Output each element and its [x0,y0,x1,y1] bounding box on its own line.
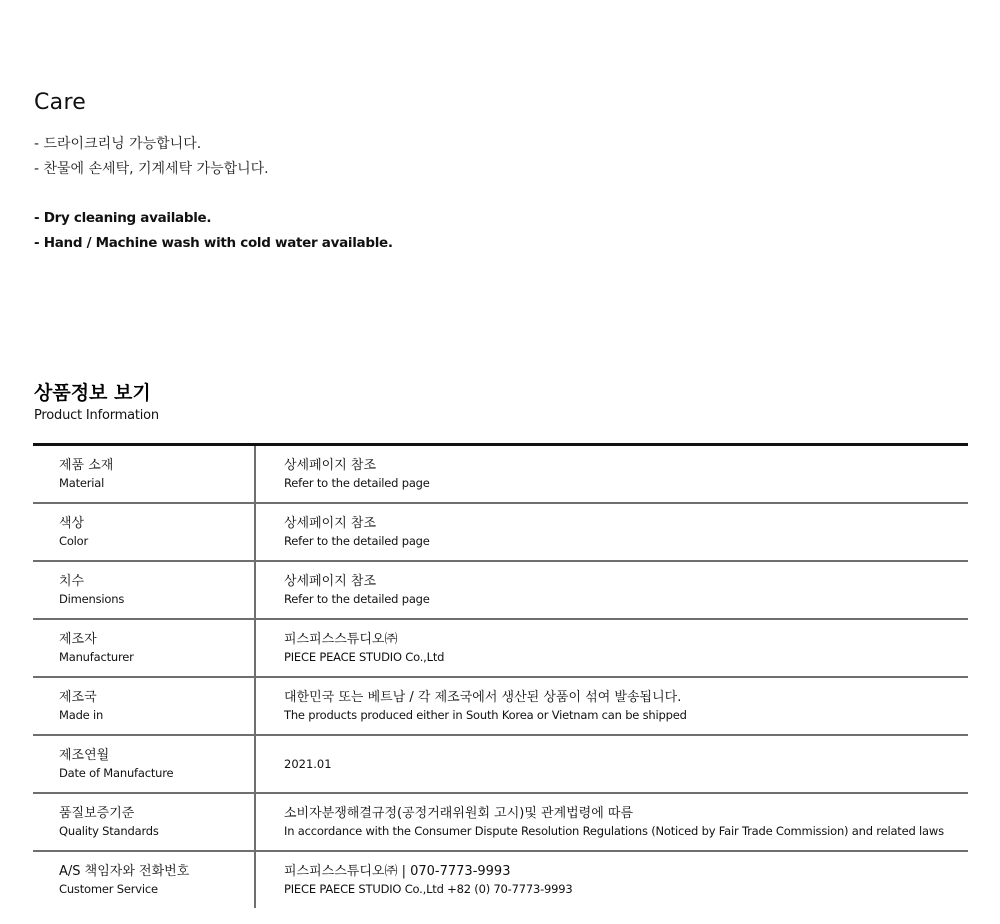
key-english: Date of Manufacture [59,765,174,780]
row-value [256,620,968,676]
key-korean: 제조자 [59,631,97,647]
key-korean: 치수 [59,573,85,589]
value-english: In accordance with the Consumer Dispute Resolution Regulations (Noticed by Fair Trade Commission) and related laws [284,823,944,838]
value-single: 2021.01 [284,757,332,771]
row-key [33,678,256,734]
table-row [33,794,968,852]
key-english: Material [59,475,105,490]
key-korean: 제조연월 [59,747,110,763]
table-row [33,736,968,794]
key-english: Dimensions [59,591,125,606]
key-korean: A/S 책임자와 전화번호 [59,863,190,879]
row-value [256,446,968,502]
key-korean: 제조국 [59,689,97,705]
key-english: Customer Service [59,881,158,896]
care-en-line: - Dry cleaning available. [34,210,212,226]
row-key [33,504,256,560]
row-key [33,446,256,502]
row-value [256,794,968,850]
row-value [256,562,968,618]
value-korean: 상세페이지 참조 [284,457,377,473]
value-korean: 피스피스스튜디오㈜ [284,631,398,647]
product-info-table [33,443,968,908]
value-english: Refer to the detailed page [284,591,430,606]
product-info-title: 상품정보 보기 [34,382,151,404]
care-ko-line: - 찬물에 손세탁, 기계세탁 가능합니다. [34,161,269,177]
row-key [33,794,256,850]
key-korean: 품질보증기준 [59,805,135,821]
value-korean: 피스피스스튜디오㈜ | 070-7773-9993 [284,863,511,879]
value-english: Refer to the detailed page [284,533,430,548]
value-korean: 상세페이지 참조 [284,573,377,589]
table-row [33,504,968,562]
care-instructions-english [34,206,393,256]
row-key [33,852,256,908]
value-korean: 소비자분쟁해결규정(공정거래위원회 고시)및 관계법령에 따름 [284,805,634,821]
table-row [33,852,968,908]
care-title: Care [34,90,87,115]
table-row [33,678,968,736]
value-english: PIECE PAECE STUDIO Co.,Ltd +82 (0) 70-7773-9993 [284,881,573,896]
key-korean: 제품 소재 [59,457,114,473]
value-korean: 대한민국 또는 베트남 / 각 제조국에서 생산된 상품이 섞여 발송됩니다. [284,689,682,705]
value-english: The products produced either in South Korea or Vietnam can be shipped [284,707,687,722]
table-row [33,620,968,678]
key-korean: 색상 [59,515,85,531]
care-en-line: - Hand / Machine wash with cold water available. [34,235,393,251]
value-english: Refer to the detailed page [284,475,430,490]
table-row [33,446,968,504]
care-ko-line: - 드라이크리닝 가능합니다. [34,136,202,152]
value-english: PIECE PEACE STUDIO Co.,Ltd [284,649,445,664]
row-key [33,620,256,676]
row-value [256,504,968,560]
row-value [256,852,968,908]
key-english: Made in [59,707,104,722]
row-key [33,736,256,792]
row-key [33,562,256,618]
care-instructions-korean [34,132,269,182]
row-value [256,678,968,734]
row-value [256,736,968,792]
table-row [33,562,968,620]
key-english: Manufacturer [59,649,134,664]
product-info-subtitle: Product Information [34,408,159,423]
key-english: Quality Standards [59,823,159,838]
key-english: Color [59,533,89,548]
value-korean: 상세페이지 참조 [284,515,377,531]
